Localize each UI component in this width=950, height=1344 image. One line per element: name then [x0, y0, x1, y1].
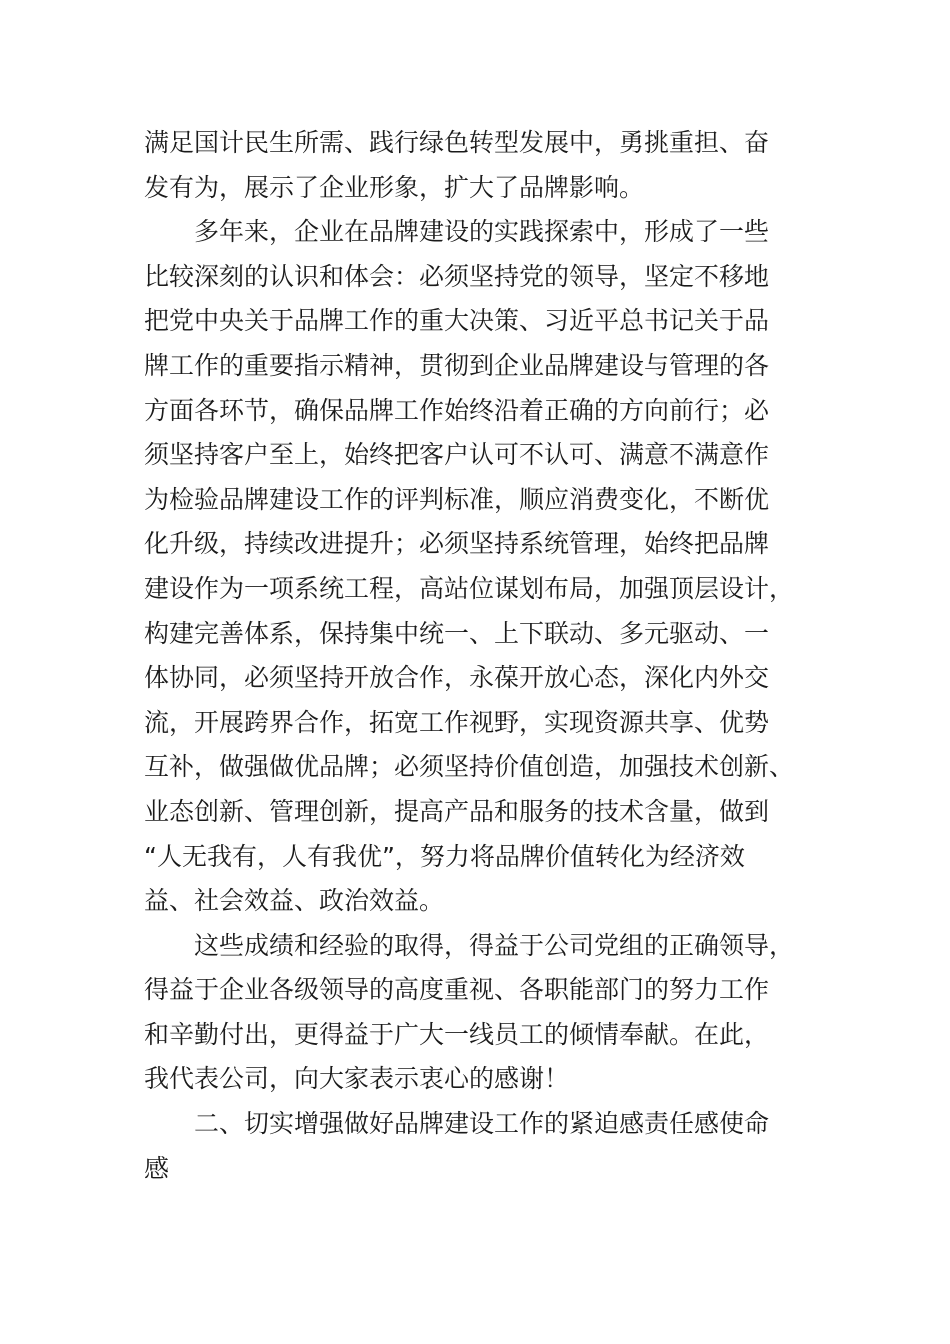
text-line: 发有为，展示了企业形象，扩大了品牌影响。: [144, 172, 645, 202]
text-line: 体协同，必须坚持开放合作，永葆开放心态，深化内外交: [144, 663, 770, 693]
body-text: [144, 121, 816, 1191]
paragraph-start-line: 多年来，企业在品牌建设的实践探索中，形成了一些: [194, 217, 770, 247]
text-line: 把党中央关于品牌工作的重大决策、习近平总书记关于品: [144, 306, 770, 336]
text-line: 得益于企业各级领导的高度重视、各职能部门的努力工作: [144, 975, 770, 1005]
text-line: 和辛勤付出，更得益于广大一线员工的倾情奉献。在此，: [144, 1019, 770, 1049]
text-line: 业态创新、管理创新，提高产品和服务的技术含量，做到: [144, 796, 770, 826]
text-line: 方面各环节，确保品牌工作始终沿着正确的方向前行；必: [144, 395, 770, 425]
text-line: 比较深刻的认识和体会：必须坚持党的领导，坚定不移地: [144, 261, 770, 291]
text-line: 满足国计民生所需、践行绿色转型发展中，勇挑重担、奋: [144, 128, 770, 157]
text-line: 构建完善体系，保持集中统一、上下联动、多元驱动、一: [144, 618, 770, 648]
text-line: 为检验品牌建设工作的评判标准，顺应消费变化，不断优: [144, 484, 770, 514]
text-line: 互补，做强做优品牌；必须坚持价值创造，加强技术创新、: [144, 752, 795, 782]
text-line: 化升级，持续改进提升；必须坚持系统管理，始终把品牌: [144, 529, 770, 559]
text-line: 流，开展跨界合作，拓宽工作视野，实现资源共享、优势: [144, 707, 770, 737]
text-line: 我代表公司，向大家表示衷心的感谢！: [144, 1064, 570, 1094]
section-heading-line: 二、切实增强做好品牌建设工作的紧迫感责任感使命: [194, 1109, 770, 1139]
text-line: 益、社会效益、政治效益。: [144, 886, 445, 916]
text-line: 须坚持客户至上，始终把客户认可不认可、满意不满意作: [144, 440, 770, 470]
text-line: 牌工作的重要指示精神，贯彻到企业品牌建设与管理的各: [144, 350, 770, 380]
section-heading-line: 感: [144, 1153, 170, 1183]
paragraph-start-line: 这些成绩和经验的取得，得益于公司党组的正确领导，: [194, 930, 795, 960]
text-line: 建设作为一项系统工程，高站位谋划布局，加强顶层设计，: [144, 573, 795, 603]
text-line: “人无我有，人有我优”，努力将品牌价值转化为经济效: [144, 841, 745, 871]
